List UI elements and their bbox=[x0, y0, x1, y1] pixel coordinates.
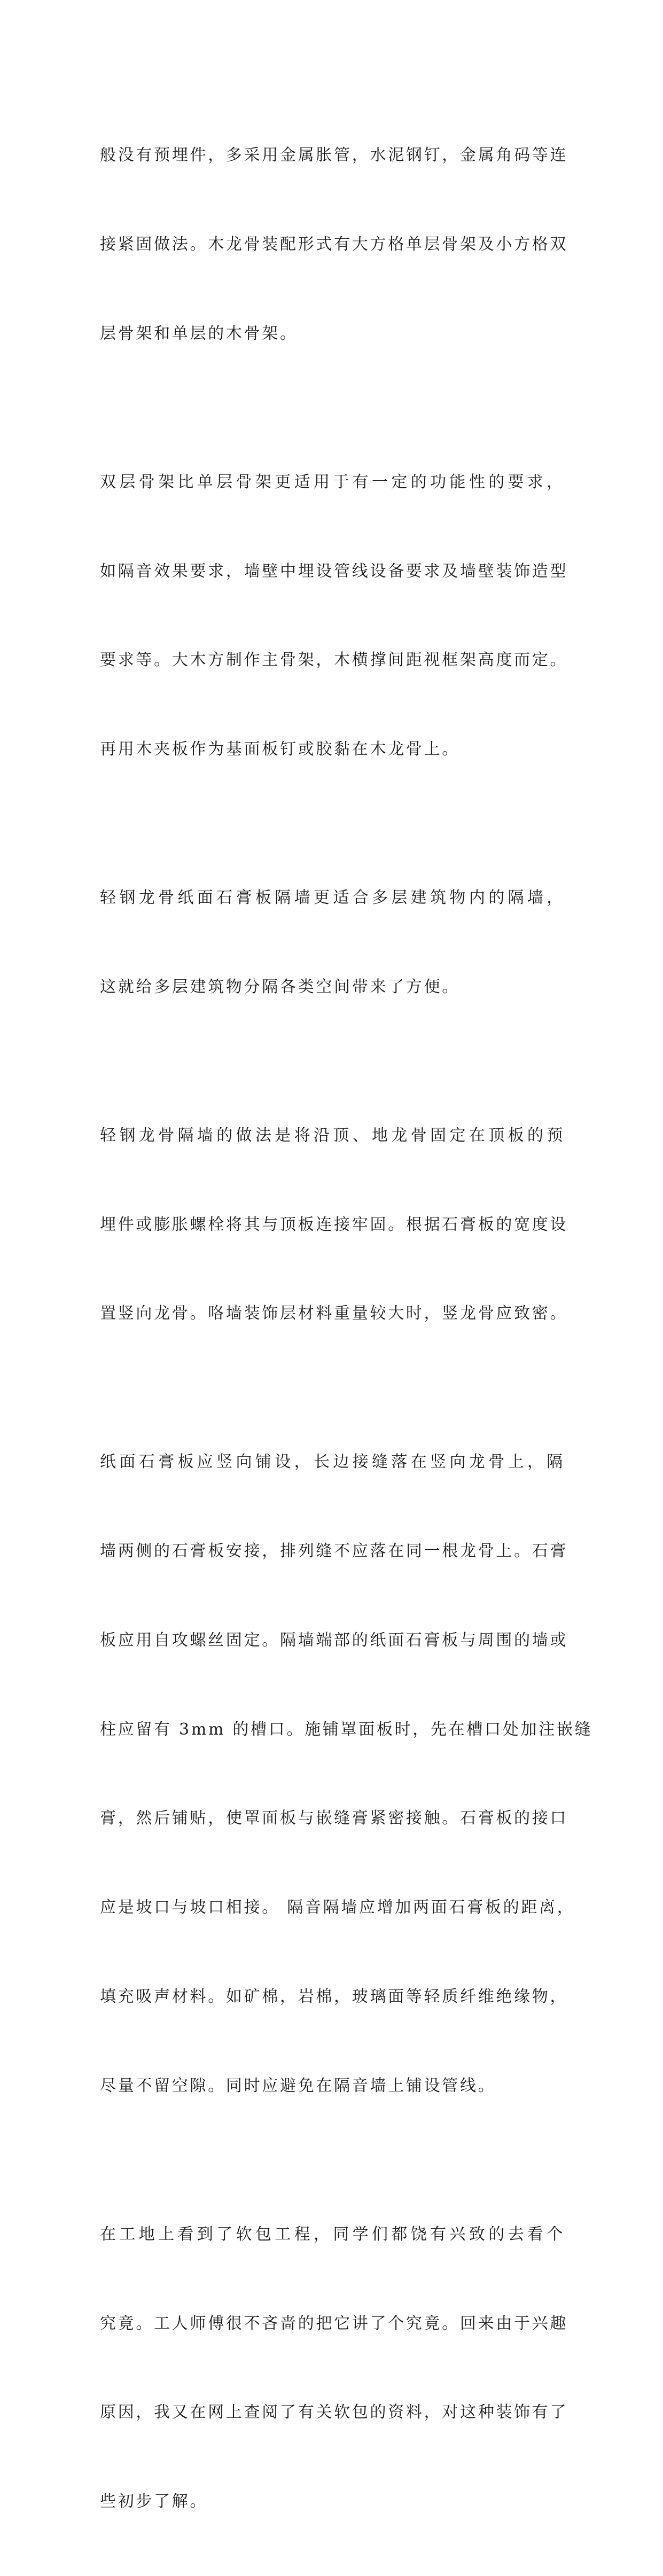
paragraph-3 bbox=[100, 824, 565, 1061]
text-line: 填充吸声材料。如矿棉，岩棉，玻璃面等轻质纤维绝缘物， bbox=[100, 1987, 568, 2006]
text-line: 要求等。大木方制作主骨架，木横撑间距视框架高度而定。 bbox=[100, 651, 568, 670]
text-line: 如隔音效果要求，墙壁中埋设管线设备要求及墙壁装饰造型 bbox=[100, 561, 568, 581]
text-line: 这就给多层建筑物分隔各类空间带来了方便。 bbox=[100, 977, 460, 996]
text-line: 究竟。工人师傅很不吝啬的把它讲了个究竟。回来由于兴趣 bbox=[100, 2314, 568, 2333]
paragraph-2 bbox=[100, 408, 568, 824]
text-line: 接紧固做法。木龙骨装配形式有大方格单层骨架及小方格双 bbox=[100, 235, 568, 254]
text-line: 尽量不留空隙。同时应避免在隔音墙上铺设管线。 bbox=[100, 2076, 496, 2095]
text-line: 般没有预埋件，多采用金属胀管，水泥钢钉，金属角码等连 bbox=[100, 146, 568, 165]
text-line: 层骨架和单层的木骨架。 bbox=[100, 324, 298, 343]
text-line: 轻钢龙骨纸面石膏板隔墙更适合多层建筑物内的隔墙， bbox=[100, 888, 565, 908]
text-line: 些初步了解。 bbox=[100, 2492, 208, 2511]
paragraph-4 bbox=[100, 1061, 568, 1388]
text-line: 原因，我又在网上查阅了有关软包的资料，对这种装饰有了 bbox=[100, 2403, 568, 2422]
paragraph-6 bbox=[100, 2160, 568, 2576]
text-line: 双层骨架比单层骨架更适用于有一定的功能性的要求， bbox=[100, 472, 565, 491]
text-line: 应是坡口与坡口相接。 隔音隔墙应增加两面石膏板的距离， bbox=[100, 1898, 575, 1917]
paragraph-1 bbox=[100, 81, 568, 408]
text-line: 在工地上看到了软包工程，同学们都饶有兴致的去看个 bbox=[100, 2224, 565, 2244]
text-line: 纸面石膏板应竖向铺设，长边接缝落在竖向龙骨上，隔 bbox=[100, 1453, 565, 1472]
text-line: 轻钢龙骨隔墙的做法是将沿顶、地龙骨固定在顶板的预 bbox=[100, 1126, 565, 1145]
text-line: 再用木夹板作为基面板钉或胶黏在木龙骨上。 bbox=[100, 740, 460, 759]
text-line: 膏，然后铺贴，使罩面板与嵌缝膏紧密接触。石膏板的接口 bbox=[100, 1809, 568, 1828]
text-line: 墙两侧的石膏板安接，排列缝不应落在同一根龙骨上。石膏 bbox=[100, 1542, 568, 1561]
text-line: 板应用自攻螺丝固定。隔墙端部的纸面石膏板与周围的墙或 bbox=[100, 1630, 568, 1650]
text-line: 埋件或膨胀螺栓将其与顶板连接牢固。根据石膏板的宽度设 bbox=[100, 1215, 568, 1234]
text-line: 柱应留有 3mm 的槽口。施铺罩面板时，先在槽口处加注嵌缝 bbox=[100, 1720, 593, 1739]
paragraph-5 bbox=[100, 1388, 593, 2160]
text-line: 置竖向龙骨。咯墙装饰层材料重量较大时，竖龙骨应致密。 bbox=[100, 1304, 568, 1323]
document-body bbox=[100, 81, 593, 2576]
